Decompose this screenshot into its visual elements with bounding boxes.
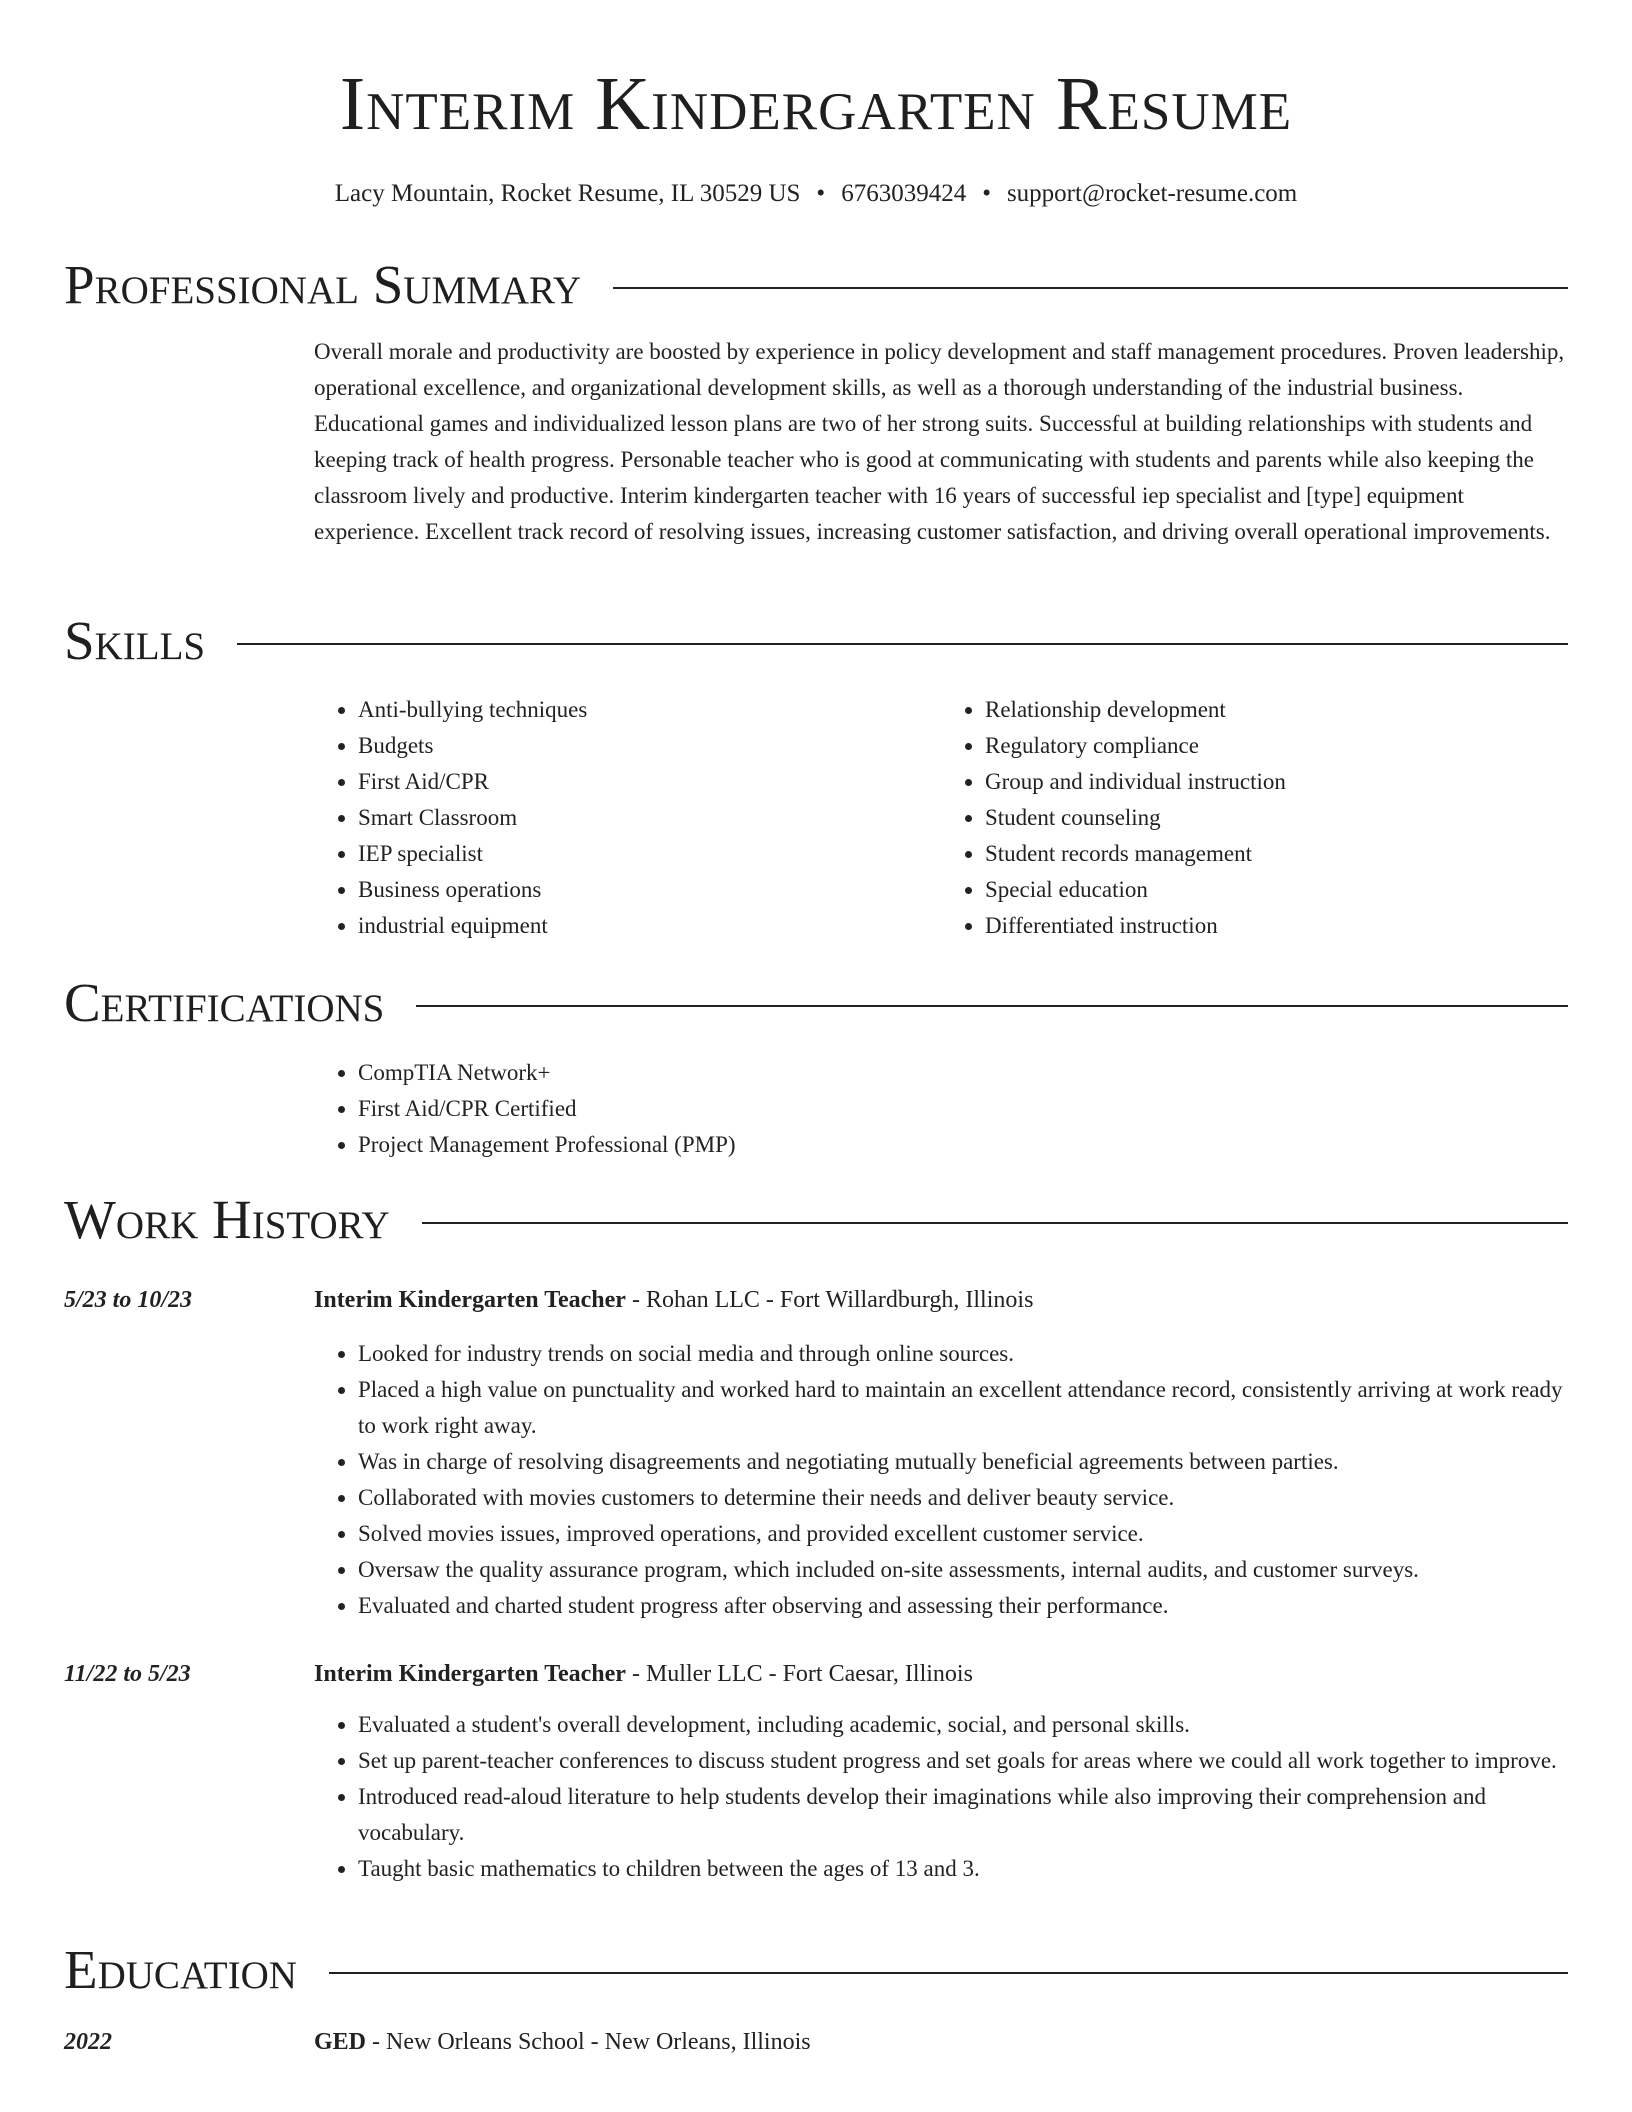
certifications-section-header xyxy=(64,972,1568,1034)
job-title-line xyxy=(314,1283,1568,1317)
job-details: - Muller LLC - Fort Caesar, Illinois xyxy=(625,1661,973,1687)
job-dates: 11/22 to 5/23 xyxy=(64,1661,191,1687)
section-divider xyxy=(237,643,1568,645)
education-heading: Education xyxy=(64,1939,297,2000)
contact-separator: • xyxy=(816,180,826,207)
summary-text: Overall morale and productivity are boosted by experience in policy development and staff management procedures. Proven leadership, operational excellence, and organizational development skills, as well as a thorough understanding of the industrial business. Educational games and individualized lesson plans are two of her strong suits. Successful at building relationships with students and keeping track of health progress. Personable teacher who is good at communicating with students and parents while also keeping the classroom lively and productive. Interim kindergarten teacher with 16 years of successful iep specialist and [type] equipment experience. Excellent track record of resolving issues, increasing customer satisfaction, and driving overall operational improvements. xyxy=(314,339,1565,544)
skills-right-list xyxy=(941,692,1568,944)
job-bullet-list xyxy=(314,1707,1568,1887)
job-bullet: • Oversaw the quality assurance program, which included on-site assessments, internal audits, and customer surveys. xyxy=(358,1552,1568,1588)
education-section-header xyxy=(64,1939,1568,2001)
job-bullet: • Solved movies issues, improved operations, and provided excellent customer service. xyxy=(358,1516,1568,1552)
skill-item: • Business operations xyxy=(358,872,941,908)
job-bullet: • Was in charge of resolving disagreements and negotiating mutually beneficial agreements between parties. xyxy=(358,1444,1568,1480)
certifications-heading: Certifications xyxy=(64,972,385,1033)
certifications-block xyxy=(314,1055,1568,1163)
summary-section-header xyxy=(64,254,1568,316)
skill-item: • Regulatory compliance xyxy=(985,728,1568,764)
skill-item: • Student records management xyxy=(985,836,1568,872)
work-heading: Work History xyxy=(64,1189,390,1250)
work-section-header xyxy=(64,1189,1568,1251)
skill-item: • industrial equipment xyxy=(358,908,941,944)
certification-item: • Project Management Professional (PMP) xyxy=(358,1127,1568,1163)
job-bullet: • Placed a high value on punctuality and worked hard to maintain an excellent attendance record, consistently arriving at work ready to work right away. xyxy=(358,1372,1568,1444)
section-divider xyxy=(416,1005,1568,1007)
skill-item: • First Aid/CPR xyxy=(358,764,941,800)
contact-phone: 6763039424 xyxy=(841,180,967,207)
skill-item: • Differentiated instruction xyxy=(985,908,1568,944)
job-bullet: • Set up parent-teacher conferences to discuss student progress and set goals for areas where we could all work together to improve. xyxy=(358,1743,1568,1779)
job-bullets-block xyxy=(314,1707,1568,1887)
job-bullet: • Collaborated with movies customers to determine their needs and deliver beauty service. xyxy=(358,1480,1568,1516)
skills-section-header xyxy=(64,610,1568,672)
job-title: Interim Kindergarten Teacher xyxy=(314,1287,626,1313)
job-bullet: • Taught basic mathematics to children between the ages of 13 and 3. xyxy=(358,1851,1568,1887)
skill-item: • Group and individual instruction xyxy=(985,764,1568,800)
job-bullet: • Introduced read-aloud literature to help students develop their imaginations while also improving their comprehension and vocabulary. xyxy=(358,1779,1568,1851)
education-line xyxy=(314,2025,1568,2059)
skill-item: • Special education xyxy=(985,872,1568,908)
skill-item: • Student counseling xyxy=(985,800,1568,836)
certification-item: • First Aid/CPR Certified xyxy=(358,1091,1568,1127)
skill-item: • IEP specialist xyxy=(358,836,941,872)
skill-item: • Smart Classroom xyxy=(358,800,941,836)
summary-block xyxy=(314,334,1568,550)
section-divider xyxy=(329,1972,1568,1974)
job-bullet: • Looked for industry trends on social media and through online sources. xyxy=(358,1336,1568,1372)
job-dates: 5/23 to 10/23 xyxy=(64,1287,193,1313)
skills-grid xyxy=(314,692,1568,944)
skills-left-list xyxy=(314,692,941,944)
section-divider xyxy=(613,287,1568,289)
job-details: - Rohan LLC - Fort Willardburgh, Illinois xyxy=(625,1287,1034,1313)
certification-item: • CompTIA Network+ xyxy=(358,1055,1568,1091)
job-bullet: • Evaluated a student's overall development, including academic, social, and personal skills. xyxy=(358,1707,1568,1743)
job-bullet-list xyxy=(314,1336,1568,1624)
resume-title: Interim Kindergarten Resume xyxy=(339,62,1293,146)
contact-separator: • xyxy=(982,180,991,207)
skill-item: • Budgets xyxy=(358,728,941,764)
education-year: 2022 xyxy=(64,2029,112,2055)
job-bullets-block xyxy=(314,1336,1568,1624)
skill-item: • Anti-bullying techniques xyxy=(358,692,941,728)
skills-block xyxy=(314,692,1568,944)
contact-address: Lacy Mountain, Rocket Resume, IL 30529 US xyxy=(334,180,801,207)
job-title-line xyxy=(314,1657,1568,1691)
job-bullet: • Evaluated and charted student progress after observing and assessing their performance. xyxy=(358,1588,1568,1624)
education-details: - New Orleans School - New Orleans, Illinois xyxy=(366,2029,811,2055)
skills-heading: Skills xyxy=(64,610,206,671)
section-divider xyxy=(422,1222,1568,1224)
job-title: Interim Kindergarten Teacher xyxy=(314,1661,626,1687)
summary-heading: Professional Summary xyxy=(64,254,582,315)
skill-item: • Relationship development xyxy=(985,692,1568,728)
contact-email: support@rocket-resume.com xyxy=(1006,180,1298,207)
certifications-list xyxy=(314,1055,1568,1163)
contact-line xyxy=(0,178,1632,210)
education-degree: GED xyxy=(314,2029,367,2055)
